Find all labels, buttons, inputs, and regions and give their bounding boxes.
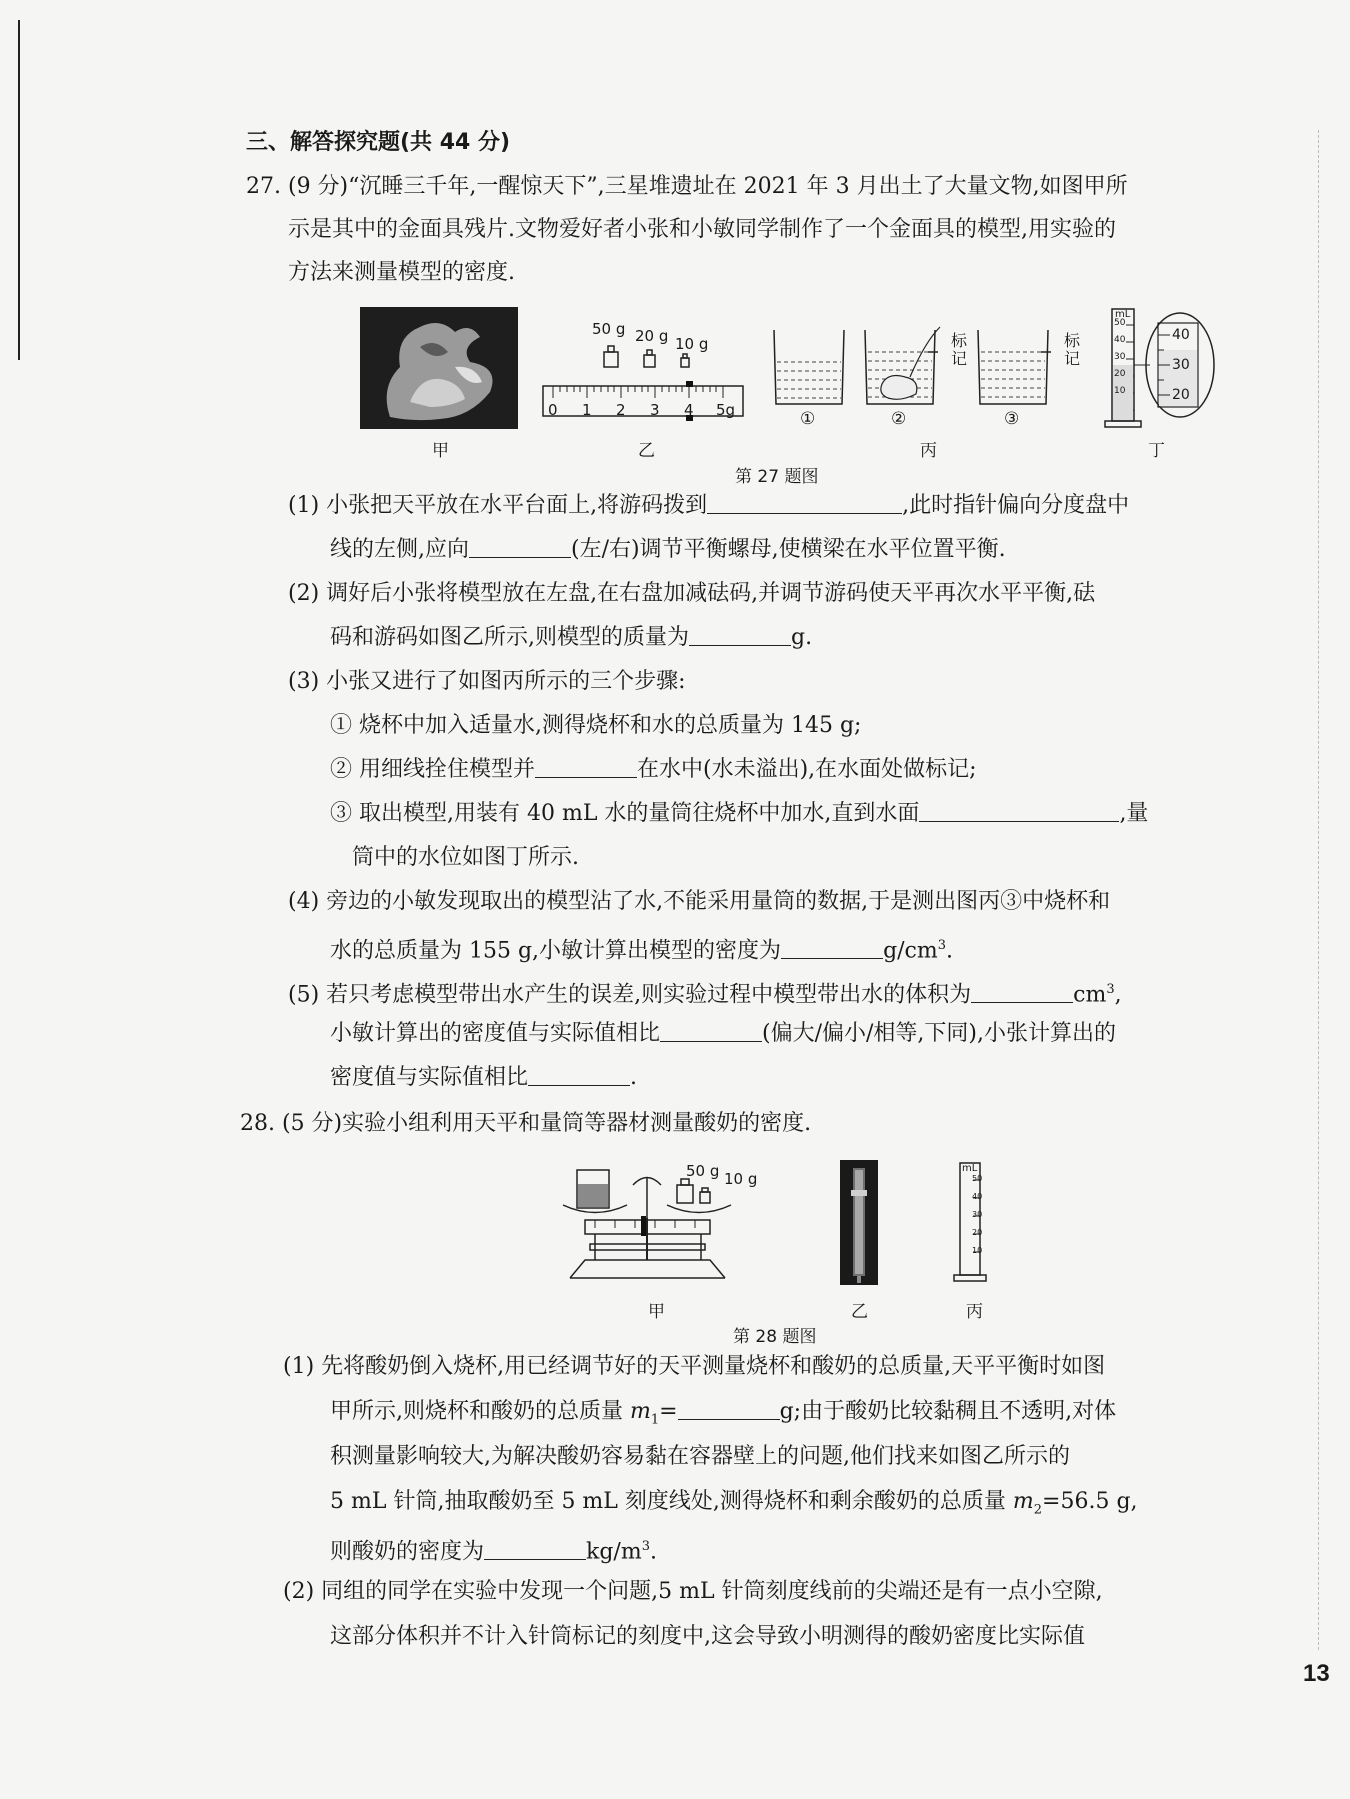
zoom-tick-30: 30 [1172, 357, 1190, 373]
cylinder-tick-50: 50 [1114, 318, 1126, 328]
fig28-label-jia: 甲 [648, 1302, 665, 1322]
scale-tick-3: 3 [650, 401, 660, 419]
fig27-caption: 第 27 题图 [735, 467, 819, 487]
q27-p2-line2 [330, 623, 812, 653]
scale-tick-2: 2 [616, 401, 626, 419]
q27-p1-text-a: (1) 小张把天平放在水平台面上,将游码拨到 [288, 493, 708, 518]
q27-p1-text-c: 线的左侧,应向 [330, 537, 469, 562]
q27-p1-text-b: ,此时指针偏向分度盘中 [902, 493, 1130, 518]
q28-cyl-tick-50: 50 [972, 1174, 983, 1183]
q28-p1-line4 [330, 1487, 1138, 1525]
scale-tick-1: 1 [582, 401, 592, 419]
q27-p3-step3-line2: 筒中的水位如图丁所示. [352, 845, 579, 870]
scale-tick-0: 0 [548, 401, 558, 419]
q27-p3-step3-text-b: ,量 [1119, 801, 1149, 826]
cylinder-unit-ml: mL [1115, 309, 1131, 320]
fig27-label-jia: 甲 [432, 441, 449, 461]
answer-blank-3[interactable] [689, 623, 791, 646]
q27-p1-line2 [330, 535, 1006, 565]
q28-p1-text-f: =56.5 g, [1042, 1489, 1138, 1514]
q27-p3-step3 [330, 799, 1148, 829]
mark-label-3: 标记 [1064, 331, 1081, 368]
fig28-caption: 第 28 题图 [733, 1327, 817, 1347]
q28-p1-unit-sup: 3 [641, 1539, 650, 1554]
q28-p1-text-i: . [649, 1539, 657, 1565]
q28-cylinder-unit: mL [962, 1163, 978, 1174]
cylinder-tick-10: 10 [1114, 386, 1126, 396]
q27-p3-step2-text-b: 在水中(水未溢出),在水面处做标记; [637, 757, 977, 782]
zoom-tick-20: 20 [1172, 387, 1190, 403]
page-number: 13 [1303, 1660, 1330, 1687]
q27-p5-line3 [330, 1063, 637, 1093]
q28-m2-subscript: 2 [1033, 1502, 1043, 1518]
q27-p4-unit: g/cm [883, 938, 938, 964]
q27-p5-text-c: , [1114, 982, 1122, 1008]
q28-m1-symbol: m [630, 1399, 651, 1424]
q27-p5-text-a: (5) 若只考虑模型带出水产生的误差,则实验过程中模型带出水的体积为 [288, 982, 972, 1008]
weight-20g-label: 20 g [635, 327, 669, 345]
q28-weight-50g: 50 g [686, 1162, 720, 1180]
step-1-label: ① [800, 409, 816, 429]
q27-p2-text-c: g. [791, 625, 813, 650]
q28-p1-text-b: 甲所示,则烧杯和酸奶的总质量 [330, 1399, 630, 1424]
margin-dashed-line [1318, 130, 1319, 1650]
q27-p1-line1 [288, 491, 1129, 521]
q28-cyl-tick-40: 40 [972, 1192, 983, 1201]
q27-stem-line3: 方法来测量模型的密度. [288, 260, 515, 285]
fig27-label-ding: 丁 [1148, 441, 1165, 461]
q27-stem-line1: 27. (9 分)“沉睡三千年,一醒惊天下”,三星堆遗址在 2021 年 3 月出土了大量文物,如图甲所 [246, 174, 1128, 199]
q27-p4-line2 [330, 931, 953, 966]
q27-p3-step2 [330, 755, 977, 785]
section-title: 三、解答探究题(共 44 分) [246, 130, 511, 155]
q28-p2-line2: 这部分体积并不计入针筒标记的刻度中,这会导致小明测得的酸奶密度比实际值 [330, 1624, 1085, 1649]
cylinder-tick-20: 20 [1114, 369, 1126, 379]
fig28-label-yi: 乙 [851, 1302, 868, 1322]
q27-p3-step1: ① 烧杯中加入适量水,测得烧杯和水的总质量为 145 g; [330, 713, 862, 738]
q27-p5-text-f: 密度值与实际值相比 [330, 1065, 529, 1090]
answer-blank-8[interactable] [660, 1019, 762, 1042]
q28-weight-10g: 10 g [724, 1170, 758, 1188]
answer-blank-1[interactable] [707, 491, 902, 514]
answer-blank-11[interactable] [484, 1537, 586, 1560]
q28-equals: = [659, 1399, 678, 1424]
answer-blank-7[interactable] [971, 980, 1073, 1003]
scale-tick-5g: 5g [716, 401, 736, 419]
zoom-tick-40: 40 [1172, 327, 1190, 343]
q27-p4-text-d: . [946, 938, 954, 964]
q28-cyl-tick-10: 10 [972, 1246, 983, 1255]
q28-p1-line5 [330, 1532, 657, 1567]
q28-p1-line2 [330, 1397, 1116, 1435]
q28-p1-line1: (1) 先将酸奶倒入烧杯,用已经调节好的天平测量烧杯和酸奶的总质量,天平平衡时如图 [283, 1354, 1106, 1379]
cylinder-tick-40: 40 [1114, 335, 1126, 345]
q27-p2-line1: (2) 调好后小张将模型放在左盘,在右盘加减砝码,并调节游码使天平再次水平平衡,砝 [288, 581, 1096, 606]
weight-50g-label: 50 g [592, 320, 626, 338]
mark-label-2: 标记 [951, 331, 968, 368]
scale-tick-4: 4 [684, 401, 694, 419]
q28-stem: 28. (5 分)实验小组利用天平和量筒等器材测量酸奶的密度. [240, 1111, 812, 1136]
q27-p3-step2-text-a: ② 用细线拴住模型并 [330, 757, 535, 782]
q28-cyl-tick-30: 30 [972, 1210, 983, 1219]
gold-mask-photo [360, 307, 518, 429]
q27-p5-text-e: (偏大/偏小/相等,下同),小张计算出的 [762, 1021, 1116, 1046]
q28-p1-line3: 积测量影响较大,为解决酸奶容易黏在容器壁上的问题,他们找来如图乙所示的 [330, 1444, 1070, 1469]
answer-blank-9[interactable] [528, 1063, 630, 1086]
q28-cylinder-figure [950, 1160, 990, 1285]
syringe-photo [840, 1160, 878, 1285]
q28-cyl-tick-20: 20 [972, 1228, 983, 1237]
q27-p4-line1: (4) 旁边的小敏发现取出的模型沾了水,不能采用量筒的数据,于是测出图丙③中烧杯和 [288, 889, 1111, 914]
answer-blank-6[interactable] [781, 936, 883, 959]
answer-blank-4[interactable] [535, 755, 637, 778]
step-3-label: ③ [1004, 409, 1020, 429]
q27-p2-text-b: 码和游码如图乙所示,则模型的质量为 [330, 625, 689, 650]
weight-10g-label: 10 g [675, 335, 709, 353]
q27-p4-text-b: 水的总质量为 155 g,小敏计算出模型的密度为 [330, 938, 782, 964]
q28-p1-text-e: 5 mL 针筒,抽取酸奶至 5 mL 刻度线处,测得烧杯和剩余酸奶的总质量 [330, 1489, 1013, 1514]
q28-p1-unit: kg/m [586, 1539, 642, 1565]
cylinder-tick-30: 30 [1114, 352, 1126, 362]
step-2-label: ② [891, 409, 907, 429]
answer-blank-2[interactable] [469, 535, 571, 558]
beakers-figure [770, 322, 1080, 422]
q27-p5-text-g: . [630, 1065, 638, 1090]
q27-stem-line2: 示是其中的金面具残片.文物爱好者小张和小敏同学制作了一个金面具的模型,用实验的 [288, 217, 1116, 242]
q28-p2-line1: (2) 同组的同学在实验中发现一个问题,5 mL 针筒刻度线前的尖端还是有一点小空隙, [283, 1579, 1103, 1604]
q27-p5-line1 [288, 975, 1122, 1010]
q28-m2-symbol: m [1012, 1489, 1034, 1514]
q28-p1-text-g: 则酸奶的密度为 [330, 1539, 485, 1565]
q27-p3-step3-text-a: ③ 取出模型,用装有 40 mL 水的量筒往烧杯中加水,直到水面 [330, 801, 920, 826]
q27-p5-unit-sup: 3 [1106, 982, 1115, 997]
fig28-label-bing: 丙 [966, 1302, 983, 1322]
q27-p4-unit-sup: 3 [937, 938, 947, 953]
q27-p3-line1: (3) 小张又进行了如图丙所示的三个步骤: [288, 669, 686, 694]
q27-p5-text-d: 小敏计算出的密度值与实际值相比 [330, 1021, 661, 1046]
q27-p5-unit: cm [1073, 982, 1107, 1008]
answer-blank-5[interactable] [919, 799, 1119, 822]
q28-p1-text-c: g;由于酸奶比较黏稠且不透明,对体 [779, 1399, 1117, 1424]
fig27-label-yi: 乙 [638, 441, 655, 461]
q27-p1-text-d: (左/右)调节平衡螺母,使横梁在水平位置平衡. [571, 537, 1006, 562]
q27-p5-line2 [330, 1019, 1116, 1049]
fig27-label-bing: 丙 [920, 441, 937, 461]
binding-line [18, 20, 20, 360]
answer-blank-10[interactable] [678, 1397, 780, 1420]
q28-m1-subscript: 1 [650, 1412, 660, 1428]
